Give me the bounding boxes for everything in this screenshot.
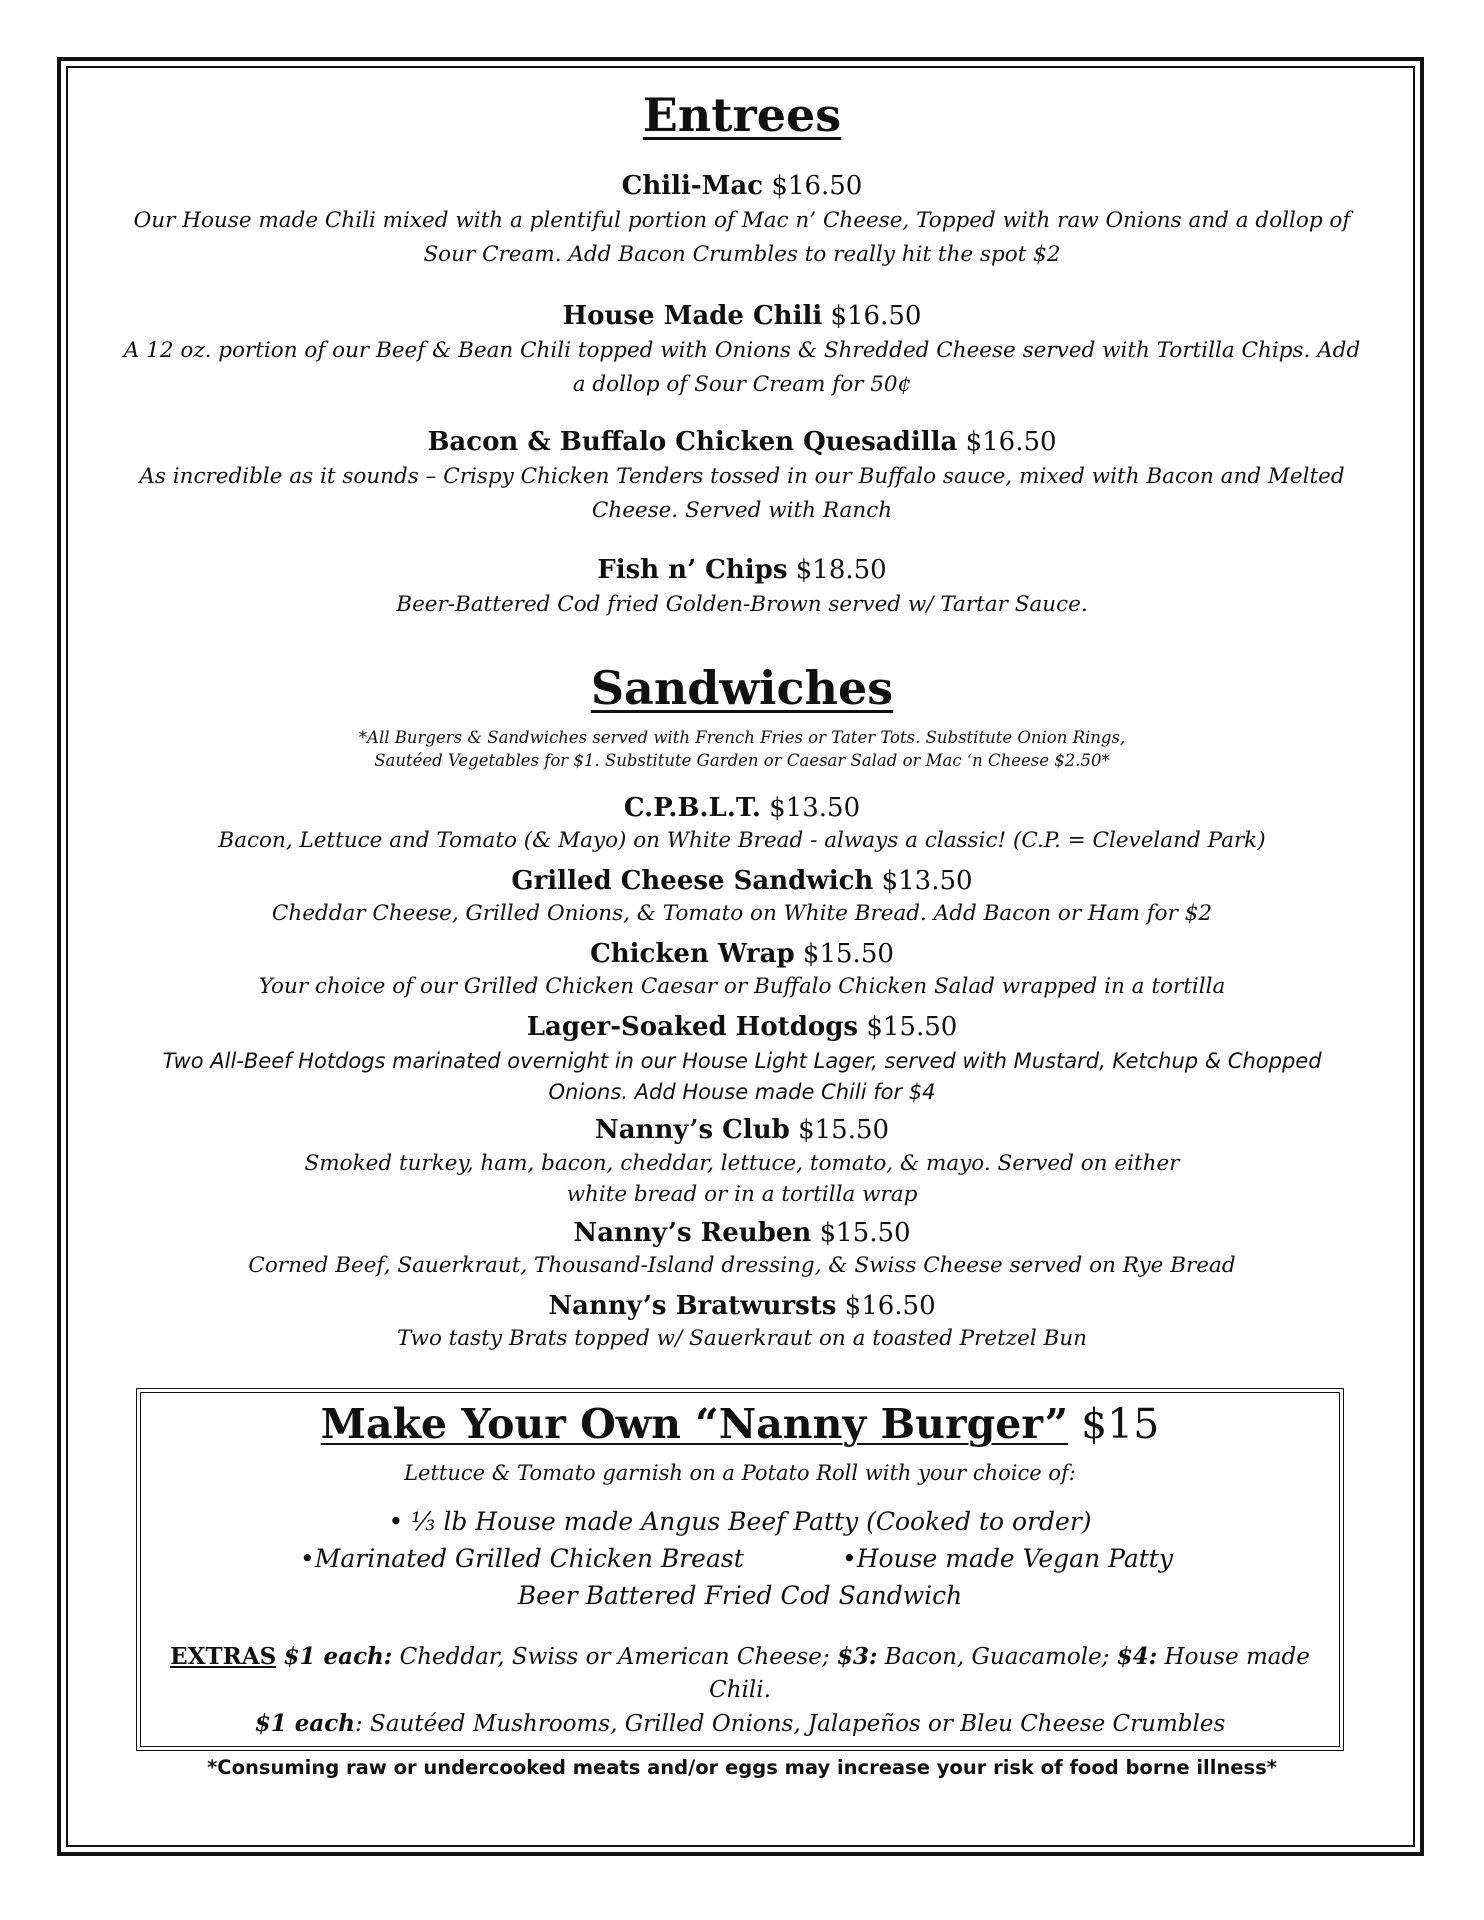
extras-price: $1 each	[254, 1710, 355, 1737]
item-name: Chili-Mac	[621, 171, 764, 201]
item-price: $15.50	[819, 1218, 911, 1248]
item-name: Lager-Soaked Hotdogs	[526, 1012, 859, 1042]
item-name: Chicken Wrap	[590, 939, 795, 969]
item-name: C.P.B.L.T.	[623, 793, 761, 823]
item-description: Two All-Beef Hotdogs marinated overnight in our House Light Lager, served with Mustard, Ketchup & Chopped	[162, 1049, 1322, 1073]
item-name: Bacon & Buffalo Chicken Quesadilla	[427, 427, 958, 457]
item-price: $16.50	[771, 171, 863, 201]
extras-text: House made	[1157, 1644, 1310, 1670]
burger-option-chicken: •Marinated Grilled Chicken Breast	[300, 1544, 744, 1573]
burger-option-row	[140, 1541, 1340, 1577]
sandwiches-note	[120, 726, 1364, 772]
item-description: white bread or in a tortilla wrap	[566, 1182, 918, 1207]
menu-item-chili-mac	[120, 168, 1364, 272]
menu-item-quesadilla	[120, 424, 1364, 528]
extras-price: $1 each:	[283, 1643, 393, 1670]
item-description: Sour Cream. Add Bacon Crumbles to really hit the spot $2	[423, 242, 1061, 267]
menu-item-lager-hotdogs	[120, 1009, 1364, 1107]
burger-heading	[140, 1398, 1340, 1450]
extras-text: : Sautéed Mushrooms, Grilled Onions, Jalapeños or Bleu Cheese Crumbles	[355, 1711, 1226, 1737]
item-description: Two tasty Brats topped w/ Sauerkraut on a toasted Pretzel Bun	[396, 1326, 1088, 1351]
item-price: $13.50	[881, 866, 973, 896]
item-price: $16.50	[844, 1291, 936, 1321]
item-description: Cheddar Cheese, Grilled Onions, & Tomato on White Bread. Add Bacon or Ham for $2	[271, 901, 1213, 926]
item-name: Fish n’ Chips	[597, 555, 788, 585]
extras-price: $4:	[1116, 1643, 1158, 1670]
menu-item-nannys-reuben	[120, 1215, 1364, 1281]
item-description: As incredible as it sounds – Crispy Chicken Tenders tossed in our Buffalo sauce, mixed with Bacon and Melted	[139, 464, 1345, 489]
item-price: $13.50	[769, 793, 861, 823]
sandwiches-heading: Sandwiches	[590, 661, 894, 715]
burger-option-cod: Beer Battered Fried Cod Sandwich	[517, 1581, 963, 1610]
extras-price: $3:	[836, 1643, 878, 1670]
item-description: Our House made Chili mixed with a plentiful portion of Mac n’ Cheese, Topped with raw Onions and a dollop of	[133, 208, 1351, 233]
item-price: $15.50	[798, 1115, 890, 1145]
item-description: Corned Beef, Sauerkraut, Thousand-Island dressing, & Swiss Cheese served on Rye Bread	[248, 1253, 1236, 1278]
item-name: Grilled Cheese Sandwich	[511, 866, 874, 896]
menu-item-chicken-wrap	[120, 936, 1364, 1002]
burger-title: Make Your Own “Nanny Burger”	[320, 1400, 1069, 1448]
menu-item-nannys-bratwursts	[120, 1288, 1364, 1354]
item-description: Smoked turkey, ham, bacon, cheddar, lettuce, tomato, & mayo. Served on either	[304, 1151, 1180, 1176]
entrees-heading: Entrees	[642, 88, 842, 142]
extras-line: Chili.	[709, 1677, 771, 1703]
burger-option-beef: • ⅓ lb House made Angus Beef Patty (Cooked to order)	[388, 1507, 1092, 1536]
burger-extras	[140, 1640, 1340, 1741]
note-line: *All Burgers & Sandwiches served with French Fries or Tater Tots. Substitute Onion Rings,	[358, 728, 1126, 747]
menu-item-fish-n-chips	[120, 552, 1364, 622]
food-safety-warning: *Consuming raw or undercooked meats and/or eggs may increase your risk of food borne illness*	[207, 1756, 1277, 1779]
menu-item-grilled-cheese	[120, 863, 1364, 929]
item-price: $15.50	[866, 1012, 958, 1042]
menu-item-cpblt	[120, 790, 1364, 856]
extras-line	[140, 1640, 1340, 1674]
extras-text: Bacon, Guacamole;	[877, 1644, 1117, 1670]
menu-item-house-made-chili	[120, 298, 1364, 402]
menu-item-nannys-club	[120, 1112, 1364, 1210]
item-description: a dollop of Sour Cream for 50¢	[572, 372, 912, 397]
item-description: Your choice of our Grilled Chicken Caesar or Buffalo Chicken Salad wrapped in a tortilla	[258, 974, 1226, 999]
burger-option-vegan: •House made Vegan Patty	[842, 1544, 1173, 1573]
item-name: Nanny’s Reuben	[573, 1218, 812, 1248]
item-description: Onions. Add House made Chili for $4	[548, 1080, 936, 1104]
item-name: Nanny’s Bratwursts	[548, 1291, 837, 1321]
item-price: $16.50	[830, 301, 922, 331]
extras-text: Cheddar, Swiss or American Cheese;	[392, 1644, 837, 1670]
item-price: $18.50	[795, 555, 887, 585]
item-price: $16.50	[965, 427, 1057, 457]
item-description: Cheese. Served with Ranch	[591, 498, 893, 523]
item-name: House Made Chili	[562, 301, 823, 331]
extras-label: EXTRAS	[170, 1643, 277, 1670]
burger-price: $15	[1081, 1400, 1160, 1448]
item-description: Bacon, Lettuce and Tomato (& Mayo) on White Bread - always a classic! (C.P. = Cleveland Park)	[218, 828, 1266, 853]
item-description: Beer-Battered Cod fried Golden-Brown served w/ Tartar Sauce.	[396, 592, 1088, 617]
burger-subtitle: Lettuce & Tomato garnish on a Potato Roll with your choice of:	[404, 1461, 1076, 1485]
item-description: A 12 oz. portion of our Beef & Bean Chili topped with Onions & Shredded Cheese served with Tortilla Chips. Add	[123, 338, 1361, 363]
note-line: Sautéed Vegetables for $1. Substitute Garden or Caesar Salad or Mac ‘n Cheese $2.50*	[374, 751, 1110, 770]
item-name: Nanny’s Club	[594, 1115, 790, 1145]
extras-line	[140, 1707, 1340, 1741]
item-price: $15.50	[802, 939, 894, 969]
